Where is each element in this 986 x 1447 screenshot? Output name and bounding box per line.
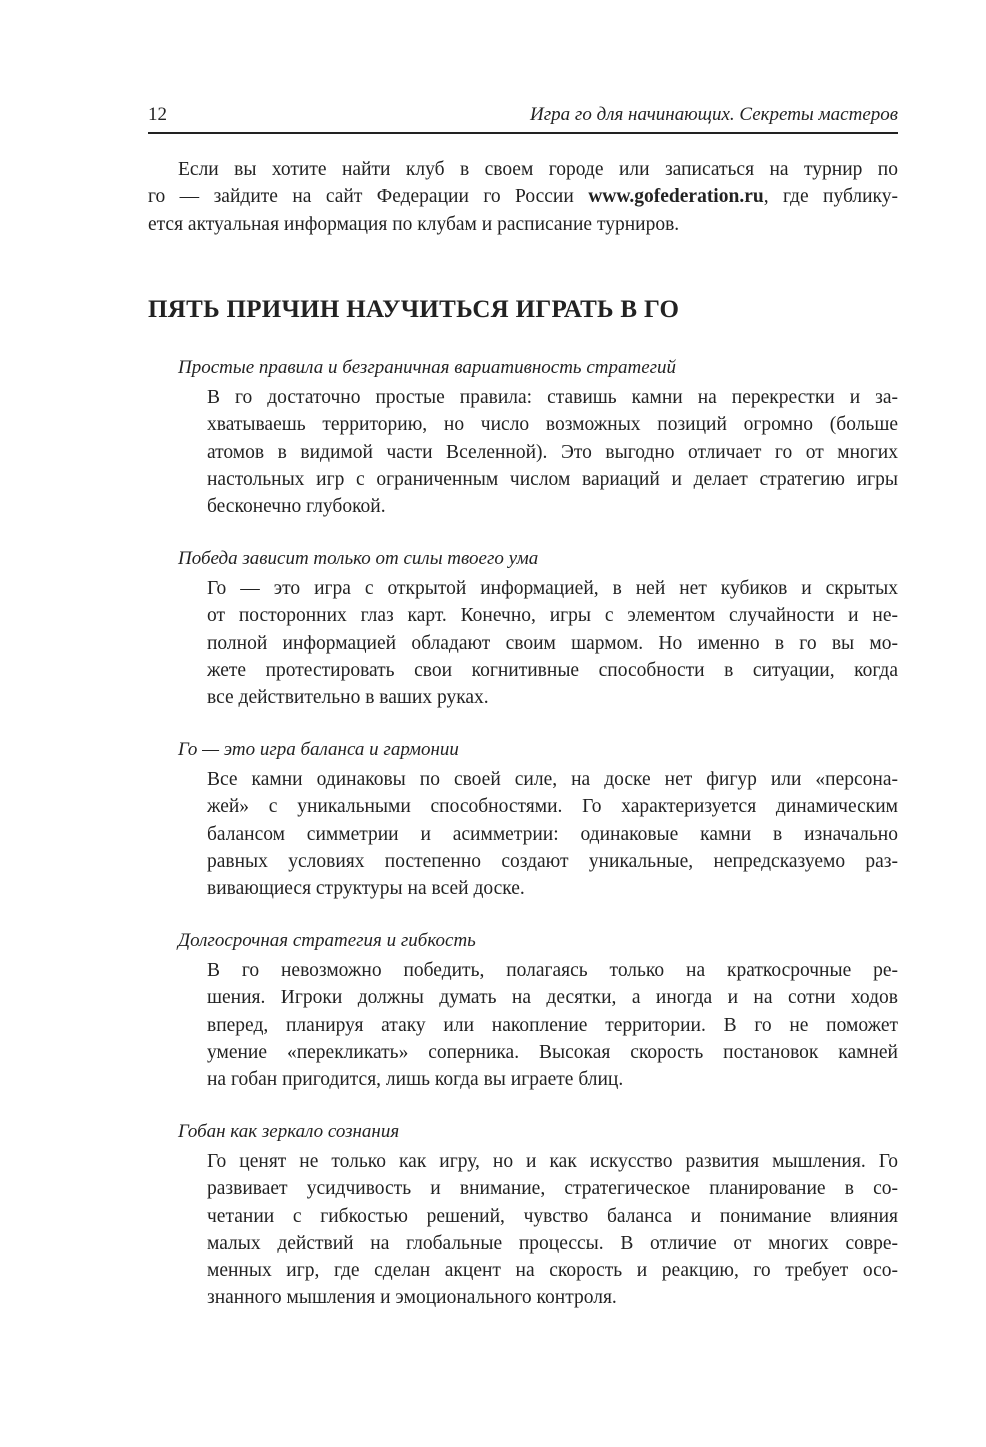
text-line: Все камни одинаковы по своей силе, на доске нет фигур или «персона- — [207, 769, 898, 790]
text-line: вперед, планируя атаку или накопление территории. В го не поможет — [207, 1014, 898, 1036]
running-title: Игра го для начинающих. Секреты мастеров — [530, 104, 898, 125]
text-line: В го достаточно простые правила: ставишь камни на перекрестки и за- — [207, 387, 898, 408]
text-fragment: , где публику- — [763, 186, 899, 208]
text-line: жей» с уникальными способностями. Го характеризуется динамическим — [207, 796, 898, 818]
text-line: знанного мышления и эмоционального контроля. — [207, 1287, 617, 1309]
text-line: на гобан пригодится, лишь когда вы играете блиц. — [207, 1069, 624, 1091]
text-line: четании с гибкостью решений, чувство баланса и понимание влияния — [207, 1205, 898, 1227]
subsection-title: Гобан как зеркало сознания — [178, 1121, 400, 1142]
text-line: равных условиях постепенно создают уникальные, непредсказуемо раз- — [207, 850, 898, 872]
intro-paragraph — [148, 156, 898, 238]
page-number: 12 — [148, 104, 167, 125]
text-line: вивающиеся структуры на всей доске. — [207, 878, 525, 900]
text-line: Если вы хотите найти клуб в своем городе или записаться на турнир по — [178, 159, 898, 180]
text-line: малых действий на глобальные процессы. В отличие от многих совре- — [207, 1232, 898, 1254]
subsection-body — [207, 575, 898, 711]
subsection-body — [207, 1148, 898, 1312]
subsection-title: Долгосрочная стратегия и гибкость — [178, 930, 476, 951]
text-fragment: го — зайдите на сайт Федерации го России — [148, 186, 589, 208]
text-line: В го невозможно победить, полагаясь только на краткосрочные ре- — [207, 960, 898, 981]
section-heading: ПЯТЬ ПРИЧИН НАУЧИТЬСЯ ИГРАТЬ В ГО — [148, 296, 680, 323]
text-line: Го ценят не только как игру, но и как искусство развития мышления. Го — [207, 1151, 898, 1172]
subsection-title: Простые правила и безграничная вариативность стратегий — [178, 357, 677, 378]
subsection-body — [207, 766, 898, 902]
text-line: балансом симметрии и асимметрии: одинаковые камни в изначально — [207, 823, 898, 845]
subsection-body — [207, 957, 898, 1093]
text-line: от посторонних глаз карт. Конечно, игры с элементом случайности и не- — [207, 605, 898, 627]
text-line — [148, 183, 898, 210]
text-line: все действительно в ваших руках. — [207, 687, 489, 709]
website-link[interactable]: www.gofederation.ru — [588, 186, 764, 208]
subsection-body — [207, 384, 898, 520]
text-line: атомов в видимой части Вселенной). Это выгодно отличает го от многих — [207, 441, 898, 463]
text-line: полной информацией обладают своим шармом. Но именно в го вы мо- — [207, 632, 898, 654]
text-line: менных игр, где сделан акцент на скорость и реакцию, го требует осо- — [207, 1260, 898, 1282]
text-line: настольных игр с ограниченным числом вариаций и делает стратегию игры — [207, 468, 898, 490]
text-line: Го — это игра с открытой информацией, в ней нет кубиков и скрытых — [207, 578, 898, 599]
text-line: ется актуальная информация по клубам и расписание турниров. — [148, 213, 680, 235]
text-line: умение «перекликать» соперника. Высокая скорость постановок камней — [207, 1041, 898, 1063]
text-line: жете протестировать свои когнитивные способности в ситуации, когда — [207, 659, 898, 681]
text-line: хватываешь территорию, но число возможных позиций огромно (больше — [207, 414, 898, 436]
text-line: бесконечно глубокой. — [207, 496, 386, 518]
page-header — [148, 100, 898, 134]
subsection-title: Победа зависит только от силы твоего ума — [178, 548, 539, 569]
subsection-title: Го — это игра баланса и гармонии — [178, 739, 459, 760]
text-line: шения. Игроки должны думать на десятки, а иногда и на сотни ходов — [207, 987, 898, 1009]
text-line: развивает усидчивость и внимание, стратегическое планирование в со- — [207, 1178, 898, 1200]
